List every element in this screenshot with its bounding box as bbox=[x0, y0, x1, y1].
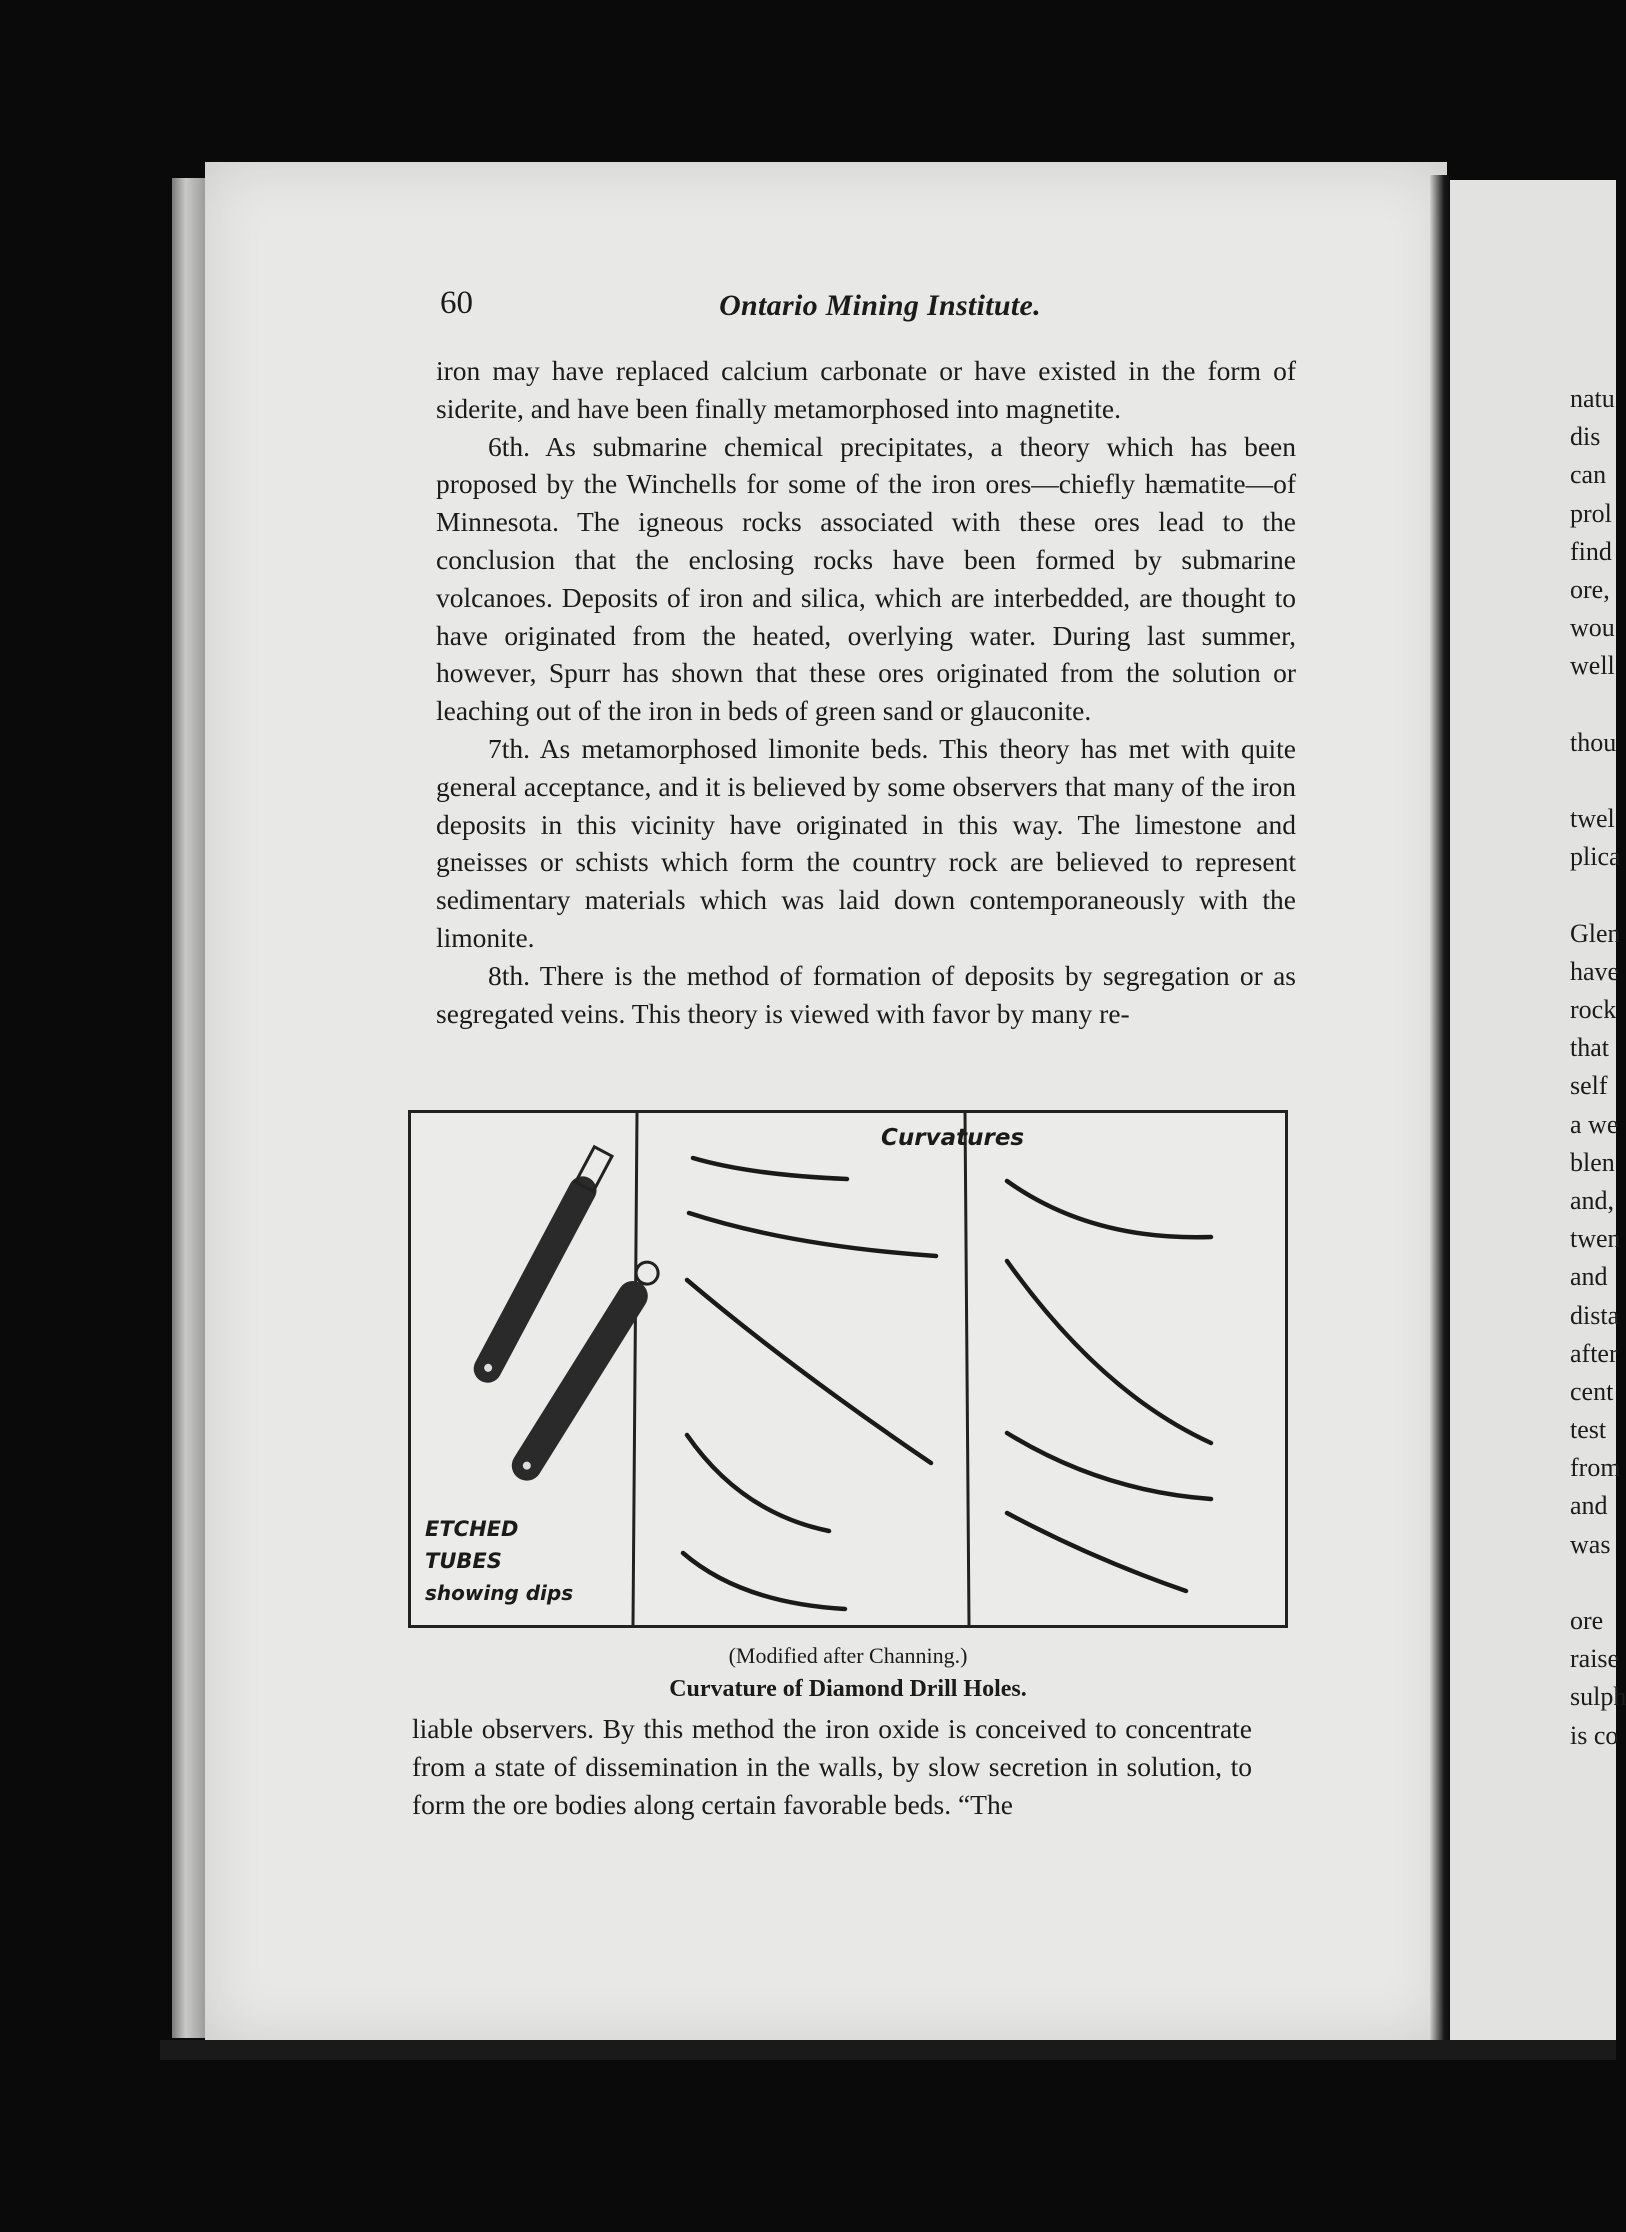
facing-page-line: blen bbox=[1570, 1147, 1615, 1177]
curvature-line bbox=[1007, 1181, 1211, 1237]
facing-page-line: find bbox=[1570, 536, 1612, 566]
facing-page-line: dis bbox=[1570, 422, 1601, 452]
facing-page-line: ore bbox=[1570, 1606, 1604, 1635]
figure-title: Curvatures bbox=[881, 1125, 1025, 1151]
facing-page-line: self bbox=[1570, 1071, 1608, 1101]
paragraph: liable observers. By this method the iron oxide is conceived to concentrate from a state of dissemination in the walls, by slow secretion in solution, to form the ore bodies along certain favorable beds. “The bbox=[412, 1713, 1252, 1820]
body-text-top bbox=[436, 352, 1296, 1032]
facing-page-line: and, bbox=[1570, 1185, 1615, 1215]
facing-page-line bbox=[1570, 876, 1616, 914]
page-number: 60 bbox=[440, 285, 473, 321]
scan-border bbox=[160, 2040, 1616, 2060]
facing-page-line: dista bbox=[1570, 1300, 1620, 1330]
curvature-line bbox=[683, 1553, 845, 1609]
facing-page-line bbox=[1570, 762, 1616, 800]
curvature-line bbox=[687, 1280, 931, 1463]
curvature-line bbox=[689, 1213, 936, 1256]
facing-page-line: from bbox=[1570, 1453, 1621, 1483]
facing-page-line bbox=[1570, 1564, 1616, 1602]
facing-page-line: cent bbox=[1570, 1376, 1614, 1406]
paragraph: 6th. As submarine chemical precipitates, a theory which has been proposed by the Winchells for some of the iron ores—chiefly hæmatite—of Minnesota. The igneous rocks associated with these ores lead to the conclusion that the enclosing rocks have been formed by submarine volcanoes. Deposits of iron and silica, which are interbedded, are thought to have originated from the heated, overlying water. During last summer, however, Spurr has shown that these ores originated from the solution or leaching out of the iron in beds of green sand or glauconite. bbox=[436, 430, 1296, 727]
paragraph: 8th. There is the method of formation of deposits by segregation or as segregated veins. This theory is viewed with favor by many re- bbox=[436, 959, 1296, 1029]
facing-page-line: well bbox=[1570, 651, 1615, 681]
drill-hole-figure bbox=[408, 1110, 1288, 1628]
facing-page-line: sulph bbox=[1570, 1682, 1626, 1712]
curvature-line bbox=[693, 1158, 847, 1179]
facing-page-line: thou bbox=[1570, 727, 1617, 757]
facing-page-line: a we bbox=[1570, 1109, 1619, 1139]
facing-page-line: and bbox=[1570, 1491, 1608, 1521]
figure-caption-source: (Modified after Channing.) bbox=[728, 1643, 968, 1668]
facing-page-text bbox=[1570, 380, 1626, 1755]
curvature-line bbox=[1007, 1513, 1186, 1591]
facing-page-line: that bbox=[1570, 1033, 1609, 1063]
facing-page-line: is co bbox=[1570, 1720, 1619, 1750]
facing-page-line: ore, bbox=[1570, 574, 1610, 604]
facing-page-line: twel bbox=[1570, 804, 1615, 834]
figure-divider bbox=[965, 1113, 969, 1625]
running-head: Ontario Mining Institute. bbox=[719, 289, 1041, 322]
facing-page-line: wou bbox=[1570, 613, 1615, 643]
curvature-line bbox=[1007, 1261, 1211, 1443]
facing-page-line: Glen bbox=[1570, 918, 1621, 948]
figure-caption-title: Curvature of Diamond Drill Holes. bbox=[669, 1676, 1027, 1702]
tubes-label-line1: ETCHED TUBES bbox=[425, 1517, 519, 1573]
body-text-bottom bbox=[412, 1710, 1252, 1823]
facing-page-line: twen bbox=[1570, 1224, 1621, 1254]
tubes-label bbox=[425, 1513, 575, 1609]
curvature-line bbox=[1007, 1433, 1211, 1499]
facing-page-line: and bbox=[1570, 1262, 1608, 1292]
paragraph: 7th. As metamorphosed limonite beds. This theory has met with quite general acceptance, and it is believed by some observers that many of the iron deposits in this vicinity have originated in this way. The limestone and gneisses or schists which form the country rock are believed to represent sedimentary materials which was laid down contemporaneously with the limonite. bbox=[436, 732, 1296, 953]
paragraph: iron may have replaced calcium carbonate or have existed in the form of siderite, and have been finally metamorphosed into magnetite. bbox=[436, 355, 1296, 424]
facing-page-line bbox=[1570, 686, 1616, 724]
facing-page-line: rock bbox=[1570, 995, 1617, 1024]
book-gutter bbox=[1430, 175, 1450, 2045]
facing-page-line: natu bbox=[1570, 384, 1615, 413]
figure-divider bbox=[633, 1113, 637, 1625]
facing-page-line: plica bbox=[1570, 842, 1621, 872]
facing-page-line: raise bbox=[1570, 1644, 1620, 1674]
page-edge bbox=[172, 178, 206, 2038]
facing-page-line: have bbox=[1570, 956, 1620, 986]
facing-page-line: test bbox=[1570, 1415, 1607, 1445]
page-header bbox=[440, 285, 1320, 335]
facing-page-line: after bbox=[1570, 1338, 1618, 1368]
tubes-label-line2: showing dips bbox=[425, 1581, 574, 1605]
facing-page-line: prol bbox=[1570, 498, 1612, 528]
facing-page-line: was bbox=[1570, 1529, 1611, 1559]
curvature-line bbox=[687, 1435, 829, 1531]
facing-page-line: can bbox=[1570, 460, 1607, 490]
